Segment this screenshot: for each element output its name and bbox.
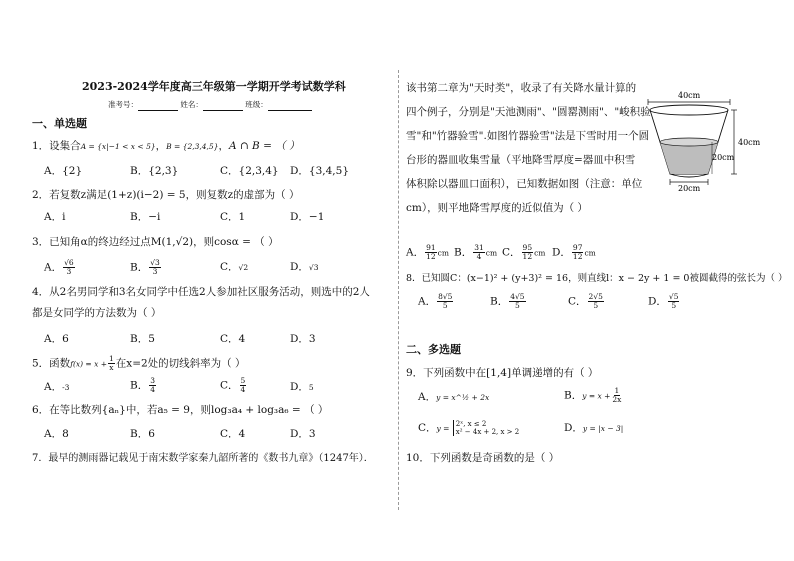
q2-option-b[interactable]: B．−i: [130, 211, 161, 223]
class-label: 班级：: [245, 100, 268, 109]
exam-no-blank[interactable]: [138, 100, 178, 111]
q6-option-a[interactable]: A．8: [44, 428, 69, 440]
section-multiple-choice: 二、多选题: [406, 343, 461, 356]
exam-title: 2023-2024学年度高三年级第一学期开学考试数学科: [82, 80, 346, 93]
q7-option-c[interactable]: C． $\frac{95}{12}$ cm: [502, 243, 546, 261]
q4-option-a[interactable]: A．6: [44, 333, 69, 345]
q2-option-d[interactable]: D．−1: [290, 211, 325, 223]
figure-side-label: 40cm: [738, 138, 761, 147]
bucket-rim: [650, 105, 728, 115]
q7-text-line3: 雪"和"竹器验雪".如图竹器验雪"法是下雪时用一个圆: [406, 130, 650, 142]
q7-text-line4: 台形的器皿收集雪量（平地降雪厚度=器皿中积雪: [406, 154, 636, 166]
q3-option-b[interactable]: B． $\frac{√3}{3}$: [130, 258, 160, 276]
q5-option-d[interactable]: D．5: [290, 381, 314, 393]
name-label: 姓名：: [180, 100, 203, 109]
q3-option-d[interactable]: D．√3: [290, 261, 319, 273]
q1-option-d[interactable]: D．{3,4,5}: [290, 165, 349, 177]
q4-option-d[interactable]: D．3: [290, 333, 316, 345]
q7-text-line5: 体积除以器皿口面积），已知数据如图（注意：单位: [406, 178, 643, 190]
left-column: [30, 0, 392, 561]
q6-option-b[interactable]: B．6: [130, 428, 155, 440]
right-column: [404, 0, 788, 561]
figure-mid-label: 20cm: [712, 153, 735, 162]
q5-option-c[interactable]: C． $\frac{5}{4}$: [220, 376, 246, 394]
figure-top-label: 40cm: [678, 91, 701, 100]
q6-option-c[interactable]: C．4: [220, 428, 246, 440]
question-3: 3．已知角α的终边经过点M(1,√2)，则cosα = （ ）: [32, 236, 279, 248]
q4-option-c[interactable]: C．4: [220, 333, 246, 345]
q9-option-c[interactable]: C．y = 2ˣ, x ≤ 2 x² − 4x + 2, x > 2: [418, 420, 520, 436]
q8-option-c[interactable]: C． $\frac{2√5}{5}$: [568, 292, 603, 310]
class-blank[interactable]: [268, 100, 312, 111]
question-10: 10．下列函数是奇函数的是（ ）: [406, 452, 560, 464]
question-1: 1．设集合A = {x|−1 < x < 5}，B = {2,3,4,5}，A ∩ B = （ ）: [32, 140, 300, 152]
q5-option-b[interactable]: B． $\frac{3}{4}$: [130, 376, 155, 394]
q8-option-d[interactable]: D． $\frac{√5}{5}$: [648, 292, 679, 310]
info-fields: [108, 98, 312, 111]
section-single-choice: 一、单选题: [32, 117, 87, 130]
q7-option-b[interactable]: B． $\frac{31}{4}$ cm: [454, 243, 498, 261]
question-4-line1: 4．从2名男同学和3名女同学中任选2人参加社区服务活动，则选中的2人: [32, 286, 370, 298]
snow-surface: [660, 138, 718, 146]
figure-bottom-label: 20cm: [678, 184, 701, 192]
column-divider: [398, 70, 399, 510]
name-blank[interactable]: [203, 100, 243, 111]
question-5: 5．函数f(x) = x + $\frac{1}{x}$ 在x=2处的切线斜率为（ ）: [32, 354, 246, 372]
q1-option-a[interactable]: A．{2}: [44, 165, 83, 177]
q7-text-line2: 四个例子，分别是"天池测雨"、"圆罂测雨"、"峻积验: [406, 106, 651, 118]
question-9: 9．下列函数中在[1,4]单调递增的有（ ）: [406, 367, 599, 379]
question-2: 2．若复数z满足(1+z)(i−2) = 5，则复数z的虚部为（ ）: [32, 189, 300, 201]
q6-option-d[interactable]: D．3: [290, 428, 316, 440]
q3-option-a[interactable]: A． $\frac{√6}{3}$: [44, 258, 74, 276]
q5-option-a[interactable]: A．-3: [44, 381, 70, 393]
q7-text-line1: 该书第二章为"天时类"，收录了有关降水量计算的: [406, 82, 637, 94]
q7-option-d[interactable]: D． $\frac{97}{12}$ cm: [552, 243, 596, 261]
q1-option-b[interactable]: B．{2,3}: [130, 165, 179, 177]
bucket-figure: [642, 88, 772, 192]
question-4-line2: 都是女同学的方法数为（ ）: [32, 307, 162, 319]
question-6: 6．在等比数列{aₙ}中，若a₅ = 9，则log₃a₄ + log₃a₆ = （ ）: [32, 404, 329, 416]
q9-option-b[interactable]: B．y = x + $\frac{1}{2x}$: [564, 386, 622, 404]
question-7: 7．最早的测雨器记载见于南宋数学家秦九韶所著的《数书九章》（1247年）．: [32, 453, 374, 464]
q9-option-a[interactable]: A．y = x^½ + 2x: [418, 391, 490, 403]
exam-no-label: 准考号：: [108, 100, 138, 109]
q7-option-a[interactable]: A． $\frac{91}{12}$ cm: [406, 243, 449, 261]
q3-option-c[interactable]: C．√2: [220, 261, 249, 273]
q2-option-c[interactable]: C．1: [220, 211, 246, 223]
q4-option-b[interactable]: B．5: [130, 333, 155, 345]
snow-fill: [660, 142, 718, 174]
q7-text-line6: cm），则平地降雪厚度的近似值为（ ）: [406, 202, 588, 214]
q1-option-c[interactable]: C．{2,3,4}: [220, 165, 279, 177]
q9-option-d[interactable]: D．y = |x − 3|: [564, 422, 624, 434]
q8-option-b[interactable]: B． $\frac{4√5}{5}$: [490, 292, 525, 310]
q8-option-a[interactable]: A． $\frac{8√5}{5}$: [418, 292, 453, 310]
q2-option-a[interactable]: A．i: [44, 211, 66, 223]
question-8: 8．已知圆C：(x−1)² + (y+3)² = 16，则直线l：x − 2y + 1 = 0被圆截得的弦长为（ ）: [406, 273, 788, 284]
